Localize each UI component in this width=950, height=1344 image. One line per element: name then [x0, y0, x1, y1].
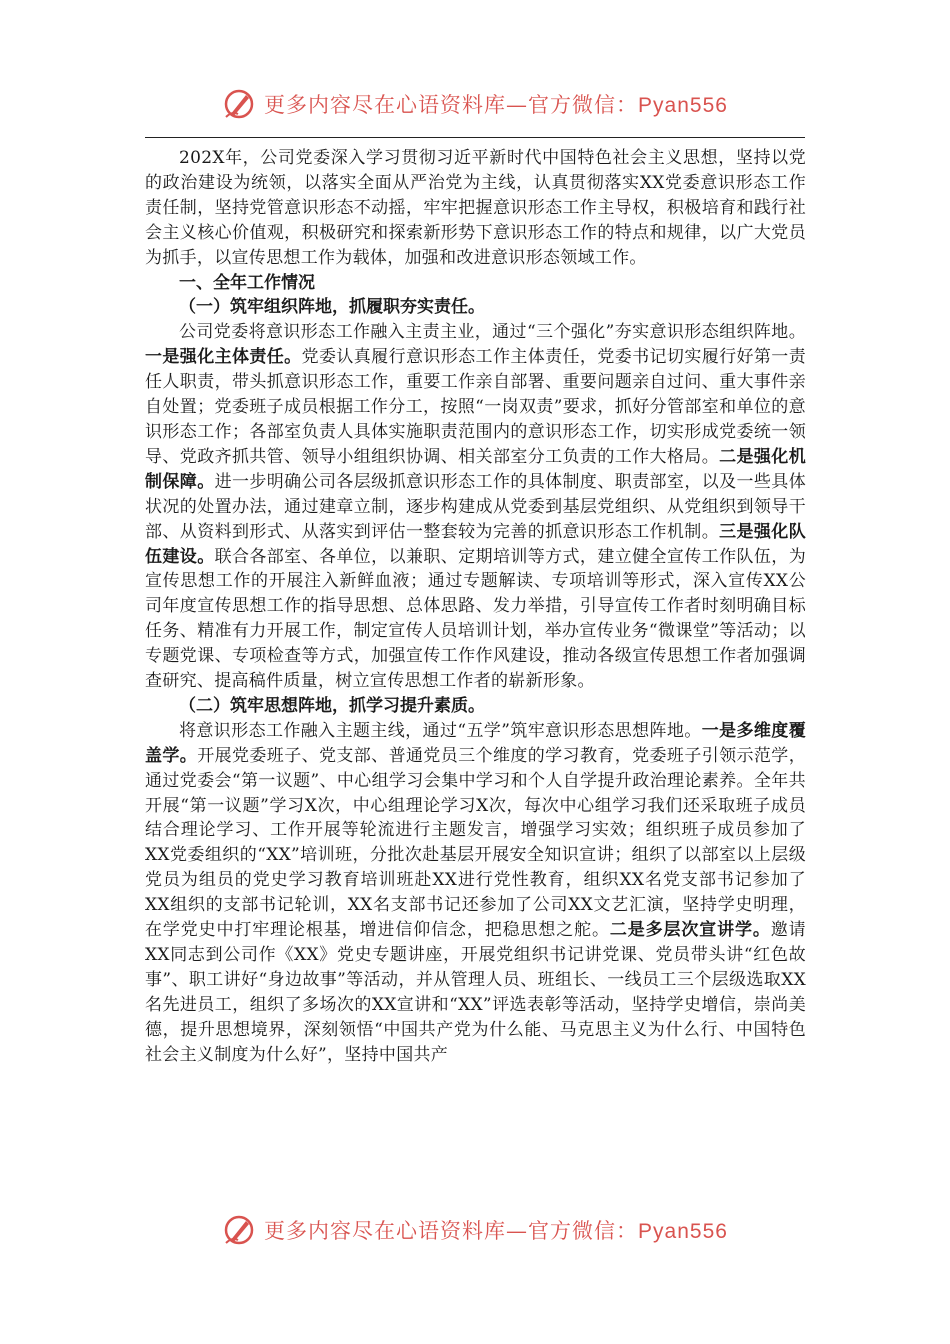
banner-text: 更多内容尽在心语资料库—官方微信：Pyan556	[264, 93, 728, 117]
header-rule	[145, 137, 805, 138]
wechat-id: Pyan556	[638, 94, 728, 117]
intro-paragraph: 202X年，公司党委深入学习贯彻习近平新时代中国特色社会主义思想，坚持以党的政治建设为统领，以落实全面从严治党为主线，认真贯彻落实XX党委意识形态工作责任制，坚持党管意识形态不动摇，牢牢把握意识形态工作主导权，积极培育和践行社会主义核心价值观，积极研究和探索新形势下意识形态工作的特点和规律，以广大党员为抓手，以宣传思想工作为载体，加强和改进意识形态领域工作。	[145, 148, 806, 268]
pen-logo-icon	[222, 1213, 256, 1247]
paragraph-study: 将意识形态工作融入主题主线，通过“五学”筑牢意识形态思想阵地。一是多维度覆盖学。开展党委班子、党支部、普通党员三个维度的学习教育，党委班子引领示范学，通过党委会“第一议题”、中心组学习会集中学习和个人自学提升政治理论素养。全年共开展“第一议题”学习X次，中心组理论学习X次，每次中心组学习我们还采取班子成员结合理论学习、工作开展等轮流进行主题发言，增强学习实效；组织班子成员参加了XX党委组织的“XX”培训班，分批次赴基层开展安全知识宣讲；组织了以部室以上层级党员为组员的党史学习教育培训班赴XX进行党性教育，组织XX名党支部书记参加了XX组织的支部书记轮训，XX名支部书记还参加了公司XX文艺汇演，坚持学史明理，在学党史中打牢理论根基，增进信仰信念，把稳思想之舵。二是多层次宣讲学。邀请XX同志到公司作《XX》党史专题讲座，开展党组织书记讲党课、党员带头讲“红色故事”、职工讲好“身边故事”等活动，并从管理人员、班组长、一线员工三个层级选取XX名先进员工，组织了多场次的XX宣讲和“XX”评选表彰等活动，坚持学史增信，崇尚美德，提升思想境界，深刻领悟“中国共产党为什么能、马克思主义为什么行、中国特色社会主义制度为什么好”，坚持中国共产	[145, 720, 807, 1065]
footer-banner	[0, 1210, 950, 1250]
wechat-id: Pyan556	[638, 1220, 728, 1243]
document-body	[145, 146, 806, 1068]
pen-logo-icon	[222, 87, 256, 121]
section-heading: 一、全年工作情况	[179, 272, 315, 293]
paragraph-organization: 公司党委将意识形态工作融入主责主业，通过“三个强化”夯实意识形态组织阵地。一是强化主体责任。党委认真履行意识形态工作主体责任，党委书记切实履行好第一责任人职责，带头抓意识形态工作，重要工作亲自部署、重要问题亲自过问、重大事件亲自处置；党委班子成员根据工作分工，按照“一岗双责”要求，抓好分管部室和单位的意识形态工作；各部室负责人具体实施职责范围内的意识形态工作，切实形成党委统一领导、党政齐抓共管、领导小组组织协调、相关部室分工负责的工作大格局。二是强化机制保障。进一步明确公司各层级抓意识形态工作的具体制度、职责部室，以及一些具体状况的处置办法，通过建章立制，逐步构建成从党委到基层党组织、从党组织到领导干部、从资料到形式、从落实到评估一整套较为完善的抓意识形态工作机制。三是强化队伍建设。联合各部室、各单位，以兼职、定期培训等方式，建立健全宣传工作队伍，为宣传思想工作的开展注入新鲜血液；通过专题解读、专项培训等形式，深入宣传XX公司年度宣传思想工作的指导思想、总体思路、发力举措，引导宣传工作者时刻明确目标任务、精准有力开展工作，制定宣传人员培训计划，举办宣传业务“微课堂”等活动；以专题党课、专项检查等方式，加强宣传工作作风建设，推动各级宣传思想工作者加强调查研究、提高稿件质量，树立宣传思想工作者的崭新形象。	[145, 322, 806, 692]
subsection-heading-2: （二）筑牢思想阵地，抓学习提升素质。	[179, 695, 485, 716]
banner-text: 更多内容尽在心语资料库—官方微信：Pyan556	[264, 1219, 728, 1243]
header-banner	[0, 84, 950, 124]
subsection-heading-1: （一）筑牢组织阵地，抓履职夯实责任。	[179, 297, 485, 318]
